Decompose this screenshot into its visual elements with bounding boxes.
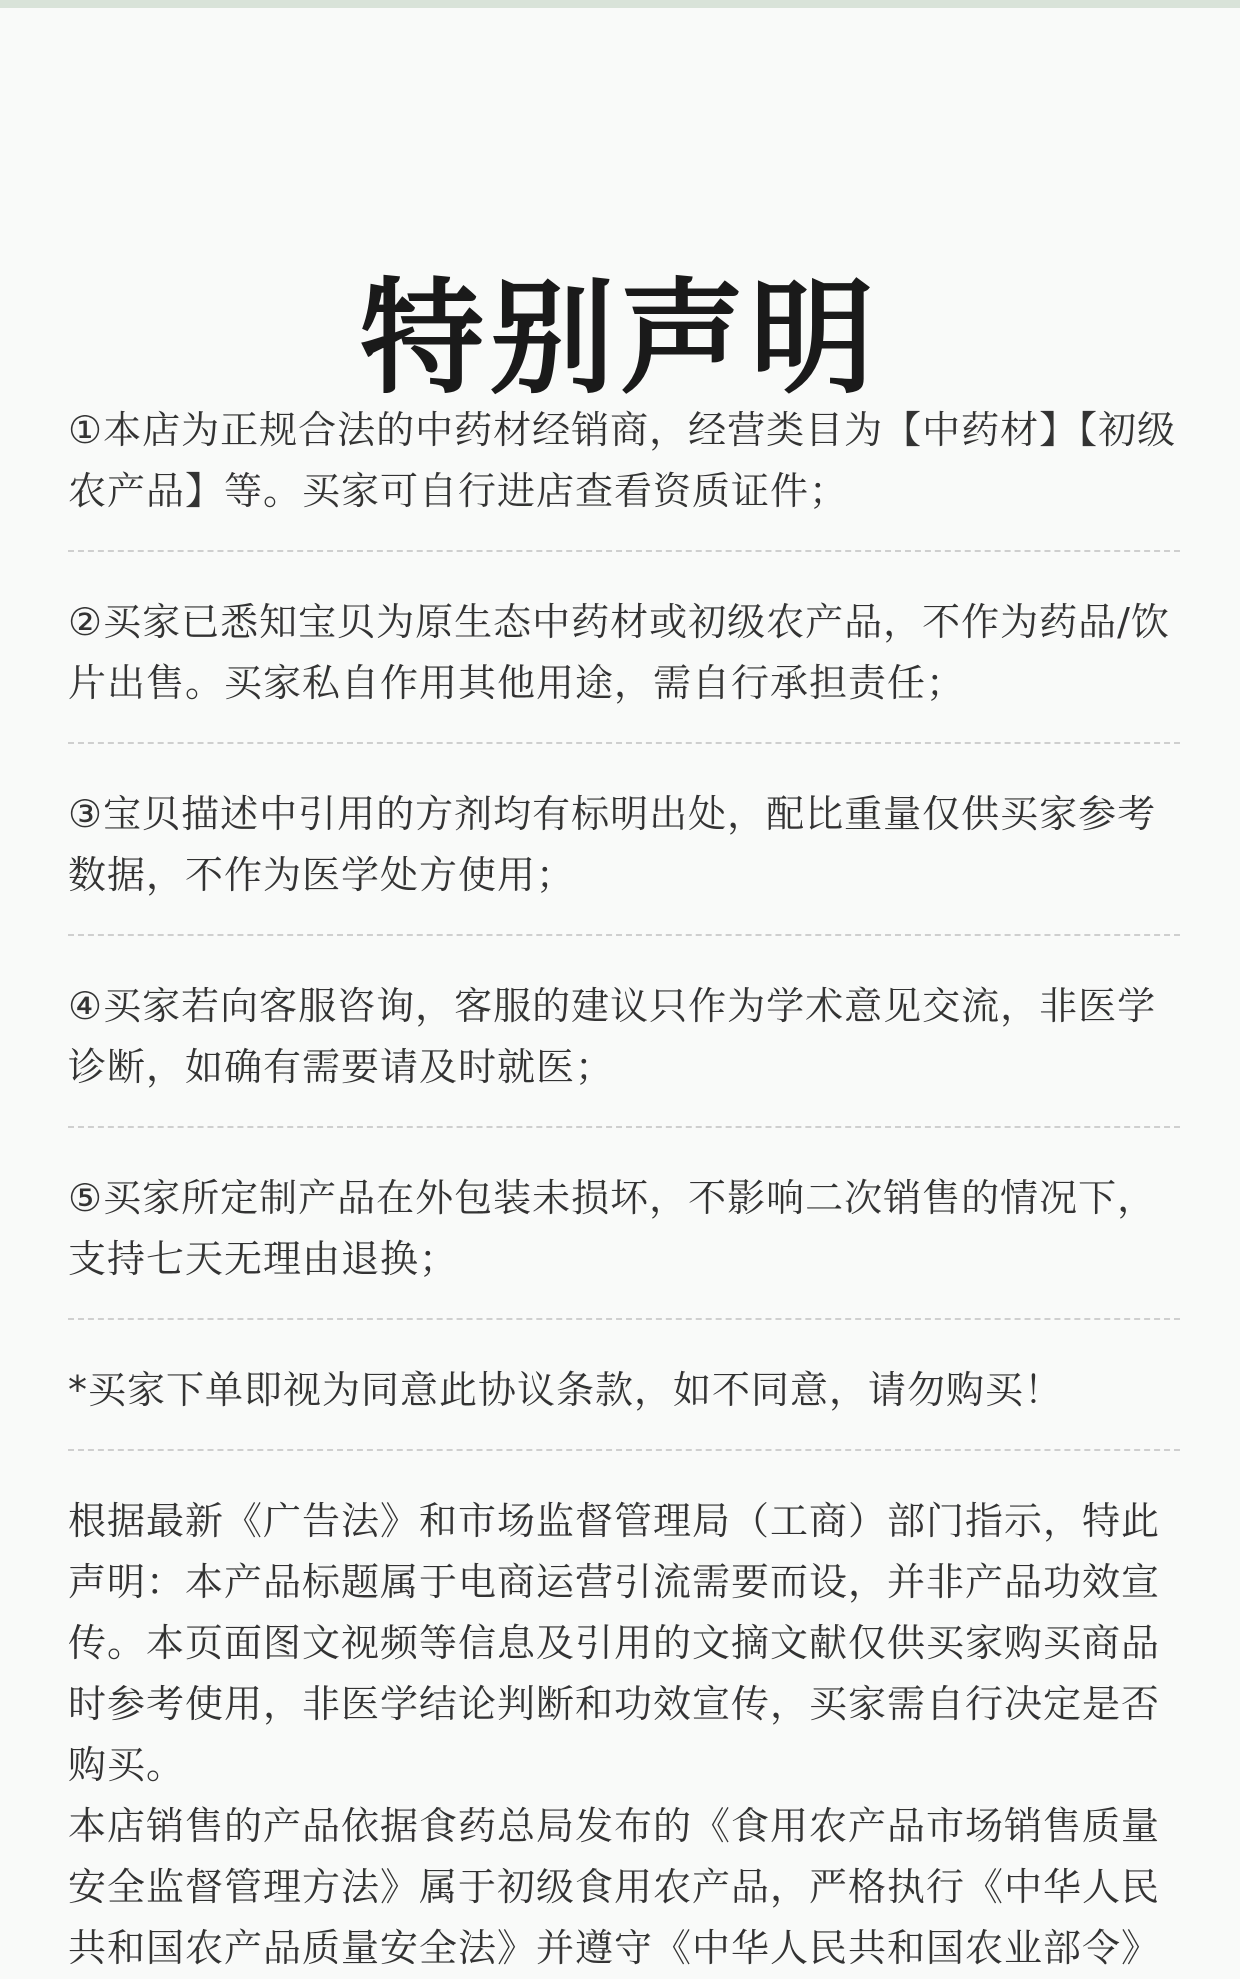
clause-4: ④买家若向客服咨询，客服的建议只作为学术意见交流，非医学诊断，如确有需要请及时就医； <box>68 984 1157 1089</box>
legal-paragraph-2: 本店销售的产品依据食药总局发布的《食用农产品市场销售质量安全监督管理方法》属于初级食用农产品，严格执行《中华人民共和国农产品质量安全法》并遵守《中华人民共和国农业部令》 <box>68 1804 1161 1970</box>
dashed-divider <box>68 1126 1180 1128</box>
clause-3: ③宝贝描述中引用的方剂均有标明出处，配比重量仅供买家参考数据，不作为医学处方使用； <box>68 792 1157 897</box>
dashed-divider <box>68 1318 1180 1320</box>
legal-statement <box>68 1491 1180 1979</box>
dashed-divider <box>68 742 1180 744</box>
dashed-divider <box>68 550 1180 552</box>
dashed-divider <box>68 934 1180 936</box>
top-accent-bar <box>0 0 1240 8</box>
clause-1: ①本店为正规合法的中药材经销商，经营类目为【中药材】【初级农产品】等。买家可自行进店查看资质证件； <box>68 408 1177 513</box>
declaration-content <box>68 400 1180 1979</box>
dashed-divider <box>68 1449 1180 1451</box>
clause-5: ⑤买家所定制产品在外包装未损坏，不影响二次销售的情况下，支持七天无理由退换； <box>68 1176 1157 1281</box>
clause-2: ②买家已悉知宝贝为原生态中药材或初级农产品，不作为药品/饮片出售。买家私自作用其他用途，需自行承担责任； <box>68 600 1170 705</box>
declaration-page <box>0 8 1240 1970</box>
legal-paragraph-1: 根据最新《广告法》和市场监督管理局（工商）部门指示，特此声明：本产品标题属于电商运营引流需要而设，并非产品功效宣传。本页面图文视频等信息及引用的文摘文献仅供买家购买商品时参考使用，非医学结论判断和功效宣传，买家需自行决定是否购买。 <box>68 1499 1161 1787</box>
agreement-note: *买家下单即视为同意此协议条款，如不同意，请勿购买！ <box>68 1368 1064 1412</box>
page-title: 特别声明 <box>359 267 880 412</box>
